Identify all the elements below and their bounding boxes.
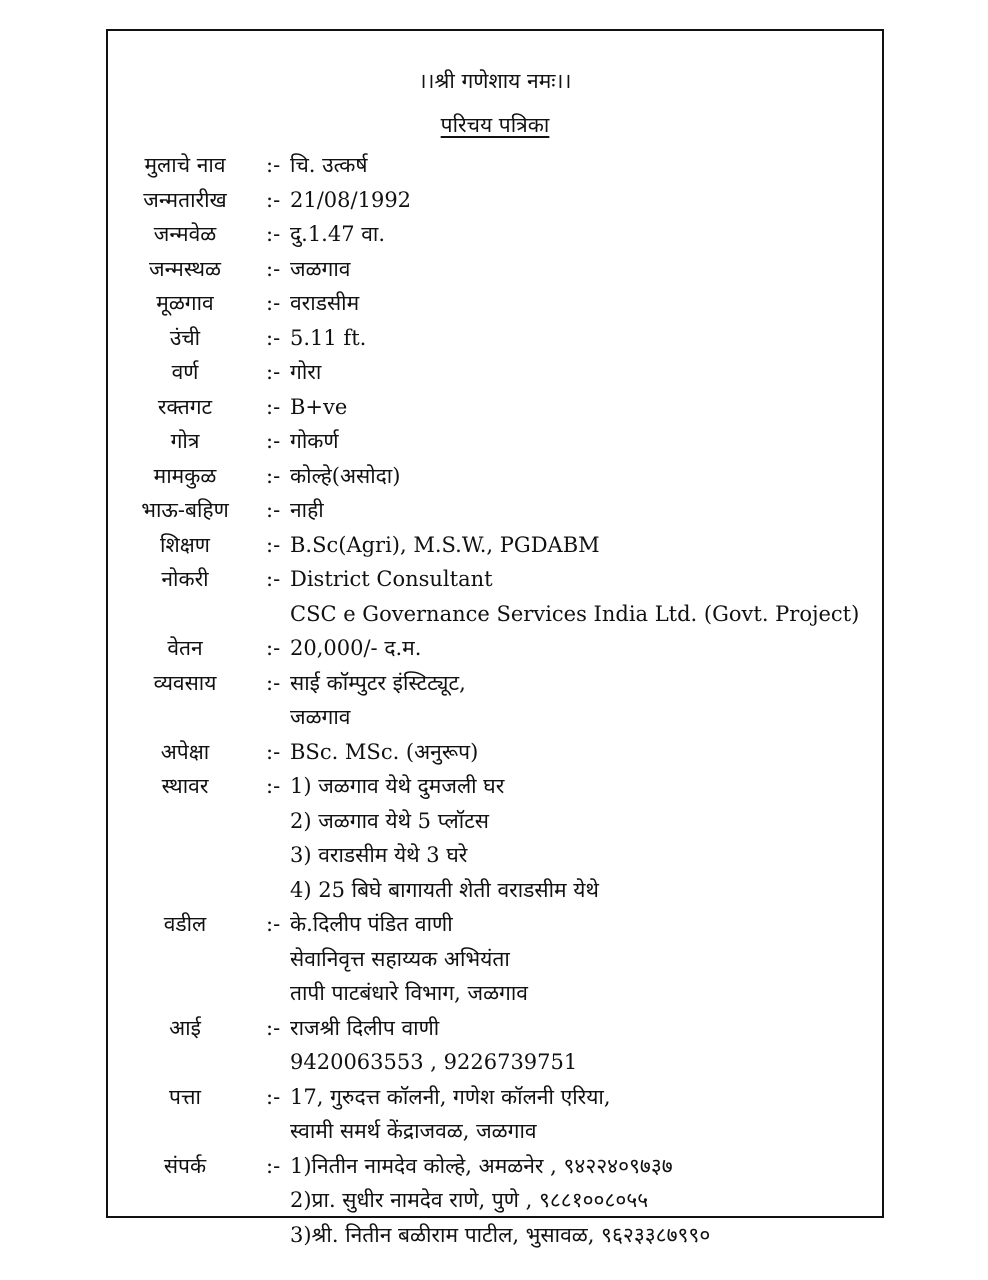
field-value-line: 2) जळगाव येथे 5 प्लॉटस <box>290 808 489 833</box>
field-value-line: साई कॉम्पुटर इंस्टिट्यूट, <box>290 670 466 695</box>
field-values <box>290 424 882 459</box>
biodata-row <box>108 1080 882 1149</box>
field-separator: :- <box>266 153 281 177</box>
field-separator: :- <box>266 774 281 798</box>
field-label: वर्ण <box>171 360 199 384</box>
biodata-row <box>108 1011 882 1080</box>
field-label: भाऊ-बहिण <box>141 498 229 522</box>
field-values <box>290 286 882 321</box>
field-separator: :- <box>266 1015 281 1040</box>
field-values <box>290 321 882 356</box>
field-value-line: कोल्हे(असोदा) <box>290 463 401 488</box>
field-values <box>290 631 882 666</box>
field-value-line: दु.1.47 वा. <box>290 222 386 246</box>
field-separator: :- <box>266 256 281 281</box>
header-invocation: ।।श्री गणेशाय नमः।। <box>418 69 572 93</box>
field-value-line: 4) 25 बिघे बागायती शेती वराडसीम येथे <box>290 877 599 902</box>
field-value-line: 3) वराडसीम येथे 3 घरे <box>290 843 468 867</box>
field-value-line: District Consultant <box>290 567 493 591</box>
field-values <box>290 769 882 907</box>
field-label: वेतन <box>167 636 203 660</box>
field-separator: :- <box>266 670 281 695</box>
field-values <box>290 148 882 183</box>
field-separator: :- <box>266 532 281 557</box>
field-label: मुलाचे नाव <box>144 153 226 177</box>
field-label: वडील <box>163 912 207 936</box>
field-values <box>290 252 882 287</box>
field-values <box>290 493 882 528</box>
field-value-line: गोरा <box>290 360 322 384</box>
field-label: जन्मवेळ <box>153 222 217 246</box>
field-label: पत्ता <box>169 1084 201 1109</box>
field-label: गोत्र <box>170 429 200 453</box>
field-values <box>290 907 882 1011</box>
biodata-row <box>108 424 882 459</box>
field-values <box>290 459 882 494</box>
biodata-row <box>108 252 882 287</box>
biodata-row <box>108 907 882 1011</box>
field-values <box>290 666 882 735</box>
biodata-row <box>108 769 882 907</box>
field-label: रक्तगट <box>157 394 213 419</box>
field-label: व्यवसाय <box>153 670 217 695</box>
field-values <box>290 735 882 770</box>
field-separator: :- <box>266 739 281 764</box>
field-label: नोकरी <box>161 567 209 591</box>
document-frame <box>106 29 884 1247</box>
field-separator: :- <box>266 463 281 488</box>
biodata-row <box>108 390 882 425</box>
biodata-row <box>108 217 882 252</box>
field-values <box>290 562 882 631</box>
biodata-row <box>108 666 882 735</box>
field-label: जन्मतारीख <box>143 187 227 212</box>
document-title: परिचय पत्रिका <box>440 113 550 137</box>
biodata-row <box>108 459 882 494</box>
field-value-line: नाही <box>290 498 324 522</box>
field-separator: :- <box>266 429 281 453</box>
field-values <box>290 183 882 218</box>
field-value-line: सेवानिवृत्त सहाय्यक अभियंता <box>290 946 510 971</box>
field-values <box>290 528 882 563</box>
field-separator: :- <box>266 222 281 246</box>
field-separator: :- <box>266 1153 281 1178</box>
field-values <box>290 1011 882 1080</box>
field-label: स्थावर <box>161 774 209 798</box>
field-label: उंची <box>169 325 201 350</box>
field-value-line: 1) जळगाव येथे दुमजली घर <box>290 774 505 798</box>
field-label: मामकुळ <box>153 463 217 488</box>
field-label: शिक्षण <box>160 532 210 557</box>
field-value-line: BSc. MSc. (अनुरूप) <box>290 739 479 764</box>
field-value-line: स्वामी समर्थ केंद्राजवळ, जळगाव <box>290 1119 537 1143</box>
field-value-line: राजश्री दिलीप वाणी <box>290 1015 440 1040</box>
biodata-row <box>108 631 882 666</box>
field-value-line: तापी पाटबंधारे विभाग, जळगाव <box>290 981 528 1005</box>
field-value-line: गोकर्ण <box>290 429 339 453</box>
field-separator: :- <box>266 325 281 350</box>
field-separator: :- <box>266 1084 281 1109</box>
field-value-line: चि. उत्कर्ष <box>290 153 368 177</box>
field-values <box>290 1080 882 1149</box>
biodata-row <box>108 183 882 218</box>
biodata-row <box>108 528 882 563</box>
field-label: संपर्क <box>163 1153 207 1178</box>
biodata-row <box>108 1149 882 1253</box>
field-value-line: 2)प्रा. सुधीर नामदेव राणे, पुणे , ९८८१००८०५५ <box>290 1188 649 1212</box>
field-values <box>290 1149 882 1253</box>
field-label: जन्मस्थळ <box>149 256 221 281</box>
field-value-line: CSC e Governance Services India Ltd. (Govt. Project) <box>290 601 860 626</box>
field-separator: :- <box>266 394 281 419</box>
field-value-line: वराडसीम <box>290 291 360 315</box>
field-label: अपेक्षा <box>160 739 210 764</box>
field-value-line: B.Sc(Agri), M.S.W., PGDABM <box>290 532 600 557</box>
field-value-line: जळगाव <box>290 705 351 729</box>
field-values <box>290 217 882 252</box>
field-value-line: 3)श्री. नितीन बळीराम पाटील, भुसावळ, ९६२३३८७९९० <box>290 1222 711 1247</box>
biodata-rows <box>108 148 882 1252</box>
field-values <box>290 355 882 390</box>
biodata-row <box>108 148 882 183</box>
field-value-line: 1)नितीन नामदेव कोल्हे, अमळनेर , ९४२२४०९७३७ <box>290 1153 673 1178</box>
field-value-line: 20,000/- द.म. <box>290 636 422 660</box>
biodata-row <box>108 355 882 390</box>
biodata-row <box>108 562 882 631</box>
biodata-row <box>108 735 882 770</box>
biodata-row <box>108 493 882 528</box>
field-value-line: 17, गुरुदत्त कॉलनी, गणेश कॉलनी एरिया, <box>290 1084 611 1109</box>
field-values <box>290 390 882 425</box>
field-label: आई <box>169 1015 201 1040</box>
field-separator: :- <box>266 912 281 936</box>
field-value-line: 5.11 ft. <box>290 325 367 350</box>
field-value-line: 9420063553 , 9226739751 <box>290 1050 578 1074</box>
field-separator: :- <box>266 360 281 384</box>
field-value-line: जळगाव <box>290 256 351 281</box>
biodata-row <box>108 321 882 356</box>
biodata-row <box>108 286 882 321</box>
field-value-line: B+ve <box>290 394 348 419</box>
field-label: मूळगाव <box>156 291 214 315</box>
field-separator: :- <box>266 291 281 315</box>
field-value-line: 21/08/1992 <box>290 187 412 212</box>
field-separator: :- <box>266 636 281 660</box>
field-value-line: के.दिलीप पंडित वाणी <box>290 912 453 936</box>
field-separator: :- <box>266 498 281 522</box>
field-separator: :- <box>266 567 281 591</box>
field-separator: :- <box>266 187 281 212</box>
